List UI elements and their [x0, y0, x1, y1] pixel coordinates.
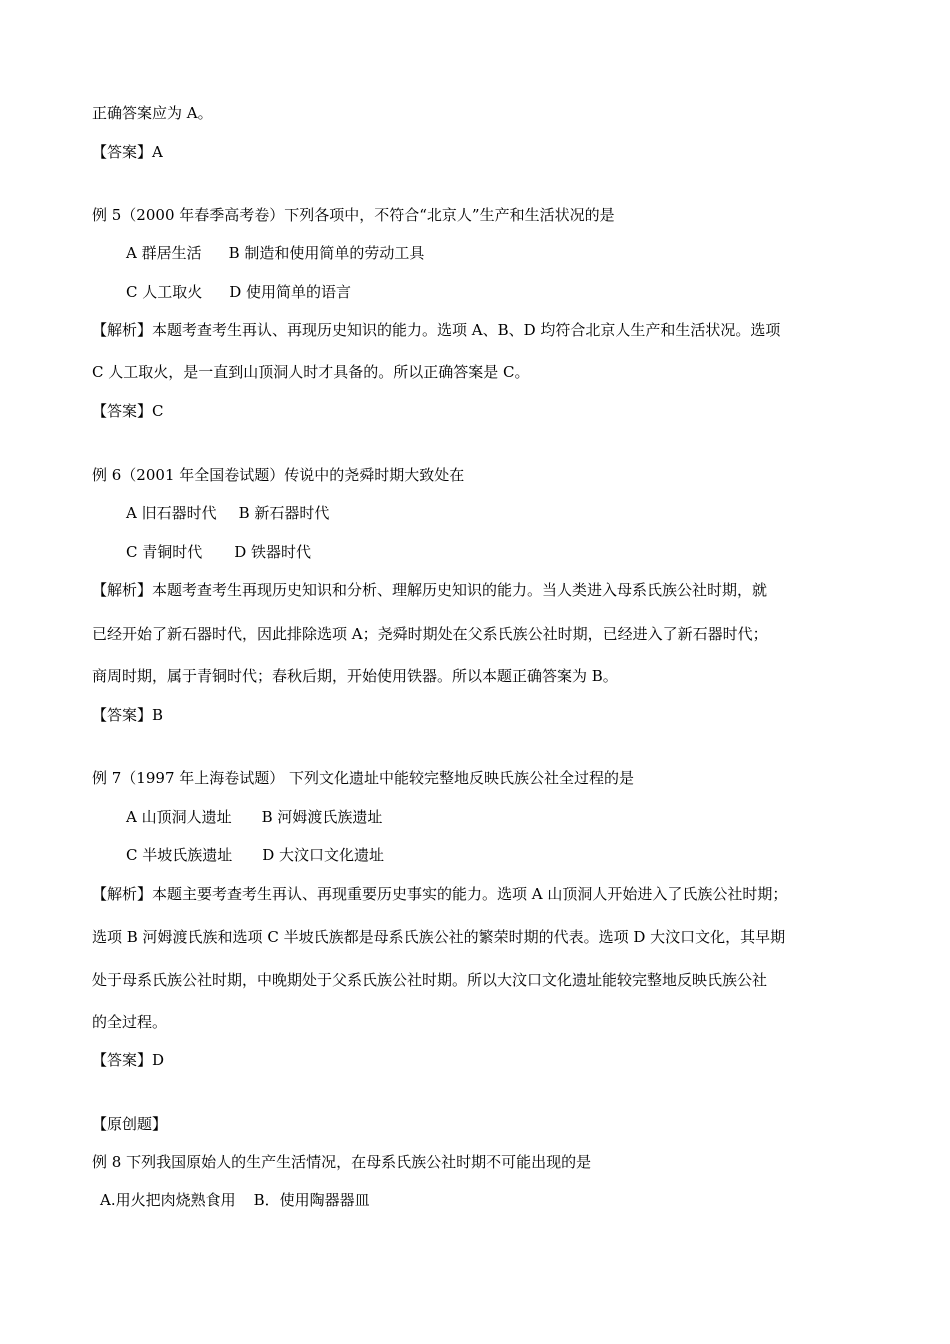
- option-c: C 人工取火: [126, 283, 203, 301]
- answer-line: 【答案】B: [92, 706, 164, 724]
- answer-line: 【答案】A: [92, 143, 163, 161]
- option-row: [126, 845, 384, 865]
- option-row: [126, 282, 351, 302]
- analysis-line: 【解析】本题考查考生再现历史知识和分析、理解历史知识的能力。当人类进入母系氏族公社时期，就: [92, 581, 768, 599]
- analysis-line: 商周时期，属于青铜时代；春秋后期，开始使用铁器。所以本题正确答案为 B。: [92, 667, 618, 685]
- question-stem: 例 8 下列我国原始人的生产生活情况，在母系氏族公社时期不可能出现的是: [92, 1153, 592, 1171]
- analysis-line: 选项 B 河姆渡氏族和选项 C 半坡氏族都是母系氏族公社的繁荣时期的代表。选项 D 大汶口文化，其早期: [92, 928, 786, 946]
- option-row: [126, 807, 382, 827]
- answer-line: 【答案】D: [92, 1051, 165, 1069]
- option-row: [126, 243, 424, 263]
- option-row: [126, 503, 329, 523]
- option-c: C 青铜时代: [126, 543, 203, 561]
- option-a: A 旧石器时代: [126, 504, 217, 522]
- option-b: B 河姆渡氏族遗址: [261, 808, 383, 826]
- option-d: D 使用简单的语言: [229, 283, 352, 301]
- analysis-line: 【解析】本题主要考查考生再认、再现重要历史事实的能力。选项 A 山顶洞人开始进入了氏族公社时期；: [92, 885, 788, 903]
- analysis-line: 已经开始了新石器时代，因此排除选项 A；尧舜时期处在父系氏族公社时期，已经进入了新石器时代；: [92, 625, 768, 643]
- option-b: B 新石器时代: [238, 504, 330, 522]
- section-title: 【原创题】: [92, 1115, 168, 1133]
- analysis-line: C 人工取火，是一直到山顶洞人时才具备的。所以正确答案是 C。: [92, 363, 530, 381]
- question-stem: 例 7（1997 年上海卷试题） 下列文化遗址中能较完整地反映氏族公社全过程的是: [92, 769, 635, 787]
- answer-line: 【答案】C: [92, 402, 164, 420]
- option-a: A 群居生活: [126, 244, 202, 262]
- text-line: 正确答案应为 A。: [92, 104, 213, 122]
- analysis-line: 的全过程。: [92, 1013, 168, 1031]
- question-stem: 例 5（2000 年春季高考卷）下列各项中，不符合“北京人”生产和生活状况的是: [92, 206, 615, 224]
- option-row: [100, 1190, 370, 1210]
- option-b: B．使用陶器器皿: [253, 1191, 370, 1209]
- option-d: D 大汶口文化遗址: [262, 846, 385, 864]
- analysis-line: 【解析】本题考查考生再认、再现历史知识的能力。选项 A、B、D 均符合北京人生产和生活状况。选项: [92, 321, 781, 339]
- option-d: D 铁器时代: [234, 543, 312, 561]
- option-row: [126, 542, 311, 562]
- option-b: B 制造和使用简单的劳动工具: [228, 244, 425, 262]
- option-c: C 半坡氏族遗址: [126, 846, 233, 864]
- option-a: A 山顶洞人遗址: [126, 808, 232, 826]
- analysis-line: 处于母系氏族公社时期，中晚期处于父系氏族公社时期。所以大汶口文化遗址能较完整地反映氏族公社: [92, 971, 768, 989]
- question-stem: 例 6（2001 年全国卷试题）传说中的尧舜时期大致处在: [92, 466, 465, 484]
- option-a: A.用火把肉烧熟食用: [100, 1191, 236, 1209]
